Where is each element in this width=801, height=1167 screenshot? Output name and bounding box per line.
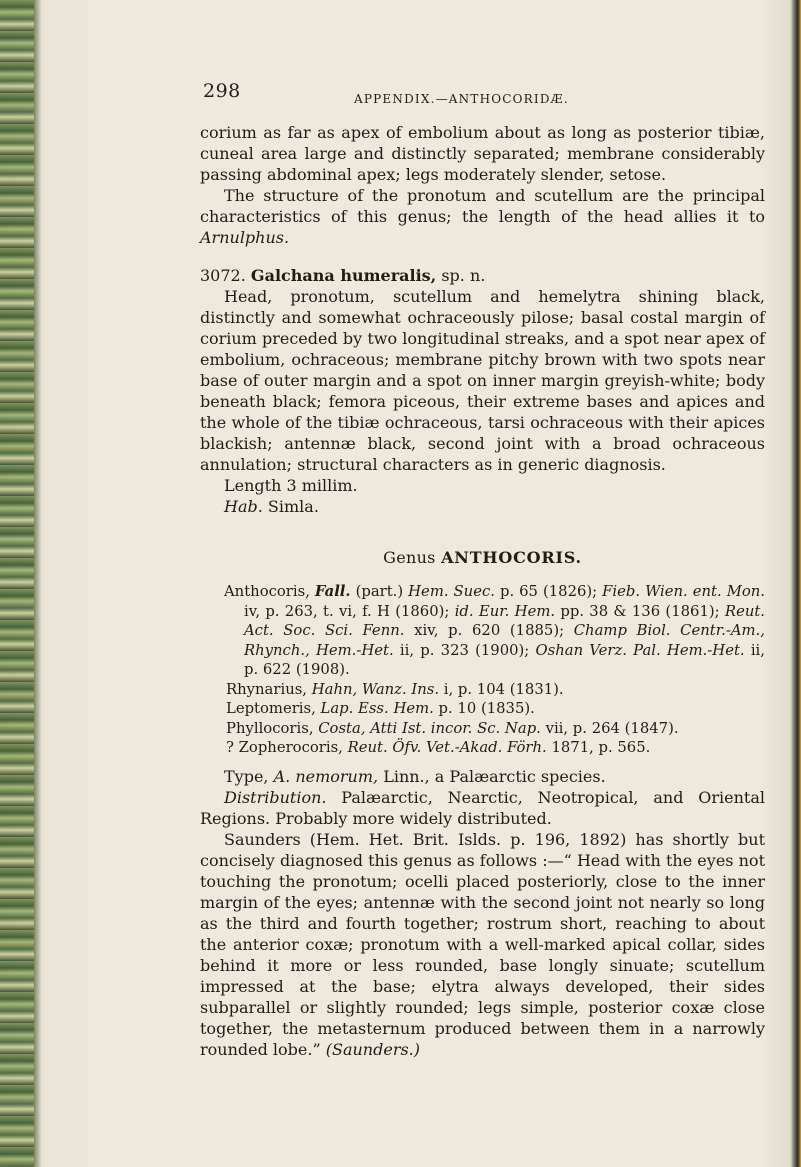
synonym-text: ? Zopherocoris, <box>226 739 348 756</box>
page-number: 298 <box>203 80 241 102</box>
synonym-text: Anthocoris, <box>224 583 315 600</box>
synonym-entry <box>200 699 765 719</box>
synonym-text: p. 65 (1826); <box>494 583 603 600</box>
saunders-text: Saunders (Hem. Het. Brit. Islds. p. 196, 1892) has shortly but concisely diagnosed this genus as follows :—“ Head with the eyes not touching the pronotum; ocelli placed posteriorly, close to the inner margin of the eyes; antennæ with the second joint not nearly so long as the third and fourth together; rostrum short, reaching to about the anterior coxæ; pronotum with a well-marked apical collar, sides behind it more or less rounded, base longly sinuate; scutellum impressed at the base; elytra always developed, their sides subparallel or slightly rounded; legs simple, posterior coxæ close together, the metasternum produced between them in a narrowly rounded lobe.” <box>200 829 765 1059</box>
synonym-text: iv, p. 263, t. vi, f. H (1860); <box>244 602 455 620</box>
synonym-text: xiv, p. 620 (1885); <box>404 622 574 639</box>
synonym-citation: Reut. Öfv. Vet.-Akad. Förh. <box>347 739 547 756</box>
distribution-text: Palæarctic, Nearctic, Neotropical, and Oriental Regions. Probably more widely distributed. <box>200 787 765 828</box>
species-suffix: sp. n. <box>441 266 486 285</box>
synonym-text: Leptomeris, <box>226 700 321 717</box>
synonym-text: (part.) <box>350 583 409 600</box>
synonym-entry <box>200 738 765 758</box>
remarks-text: The structure of the pronotum and scutellum are the principal characteristics of this genus; the length of the head allies it to <box>200 186 765 226</box>
synonym-citation: Oshan Verz. Pal. Hem.-Het. <box>535 641 745 659</box>
species-length: Length 3 millim. <box>224 476 358 495</box>
running-title: APPENDIX.—ANTHOCORIDÆ. <box>354 92 569 106</box>
synonym-citation: Reut. Act. Soc. Sci. Fenn. <box>244 602 765 639</box>
synonym-text: 1871, p. 565. <box>546 739 651 756</box>
paragraph-genus-remarks <box>200 185 765 248</box>
synonym-citation: Champ Biol. Centr.-Am., Rhynch., Hem.-Het. <box>244 622 765 659</box>
synonymy-list <box>200 582 765 758</box>
synonym-text: vii, p. 264 (1847). <box>540 719 679 737</box>
remarks-genus-name: Arnulphus. <box>200 228 290 247</box>
page-body <box>200 122 765 1060</box>
genus-name: ANTHOCORIS. <box>441 548 582 567</box>
distribution-paragraph <box>200 787 765 829</box>
synonym-citation: id. Eur. Hem. <box>454 602 556 620</box>
distribution-label: Distribution. <box>224 787 327 807</box>
species-heading <box>200 265 765 286</box>
paragraph-continued: corium as far as apex of embolium about as long as posterior tibiæ, cuneal area large and distinctly separated; membrane considerably passing abdominal apex; legs moderately slender, setose. <box>200 123 765 184</box>
synonym-text: Phyllocoris, <box>226 719 319 737</box>
genus-heading <box>200 547 765 568</box>
synonym-citation: Hahn, Wanz. Ins. <box>311 680 440 698</box>
type-rest: Linn., a Palæarctic species. <box>378 766 606 786</box>
synonym-text: ii, p. 622 (1908). <box>244 641 765 678</box>
species-name: Galchana humeralis, <box>250 266 437 285</box>
saunders-paragraph <box>200 829 765 1060</box>
saunders-citation: (Saunders.) <box>325 1039 420 1059</box>
synonym-citation: Fieb. Wien. ent. Mon. <box>602 583 765 600</box>
type-species: A. nemorum, <box>273 766 379 786</box>
habitat-value: Simla. <box>267 497 319 516</box>
type-paragraph <box>200 766 765 787</box>
page-right-edge <box>791 0 801 1167</box>
synonym-text: i, p. 104 (1831). <box>439 680 564 698</box>
synonym-entry <box>200 680 765 700</box>
type-lead: Type, <box>224 766 274 786</box>
synonym-citation: Lap. Ess. Hem. <box>320 700 434 717</box>
synonym-text: Rhynarius, <box>226 680 312 698</box>
genus-prefix: Genus <box>383 548 436 567</box>
synonym-citation: Costa, Atti Ist. incor. Sc. Nap. <box>318 719 541 737</box>
gutter-shadow <box>34 0 42 1167</box>
synonym-citation: Fall. <box>314 583 351 600</box>
book-spine-edge <box>0 0 34 1167</box>
synonym-entry <box>200 582 765 680</box>
synonym-text: pp. 38 & 136 (1861); <box>555 602 725 620</box>
species-habitat <box>200 496 765 517</box>
species-number: 3072. <box>200 266 246 285</box>
habitat-label: Hab. <box>224 497 263 516</box>
synonym-citation: Hem. Suec. <box>408 583 495 600</box>
synonym-text: ii, p. 323 (1900); <box>393 641 536 659</box>
species-description: Head, pronotum, scutellum and hemelytra shining black, distinctly and somewhat ochraceously pilose; basal costal margin of corium preceded by two longitudinal streaks, and a spot near apex of embolium, ochraceous; membrane pitchy brown with two spots near base of outer margin and a spot on inner margin greyish-white; body beneath black; femora piceous, their extreme bases and apices and the whole of the tibiæ ochraceous, tarsi ochraceous with their apices blackish; antennæ black, second joint with a broad ochraceous annulation; structural characters as in generic diagnosis. <box>200 287 765 474</box>
synonym-text: p. 10 (1835). <box>433 700 535 717</box>
synonym-entry <box>200 719 765 739</box>
